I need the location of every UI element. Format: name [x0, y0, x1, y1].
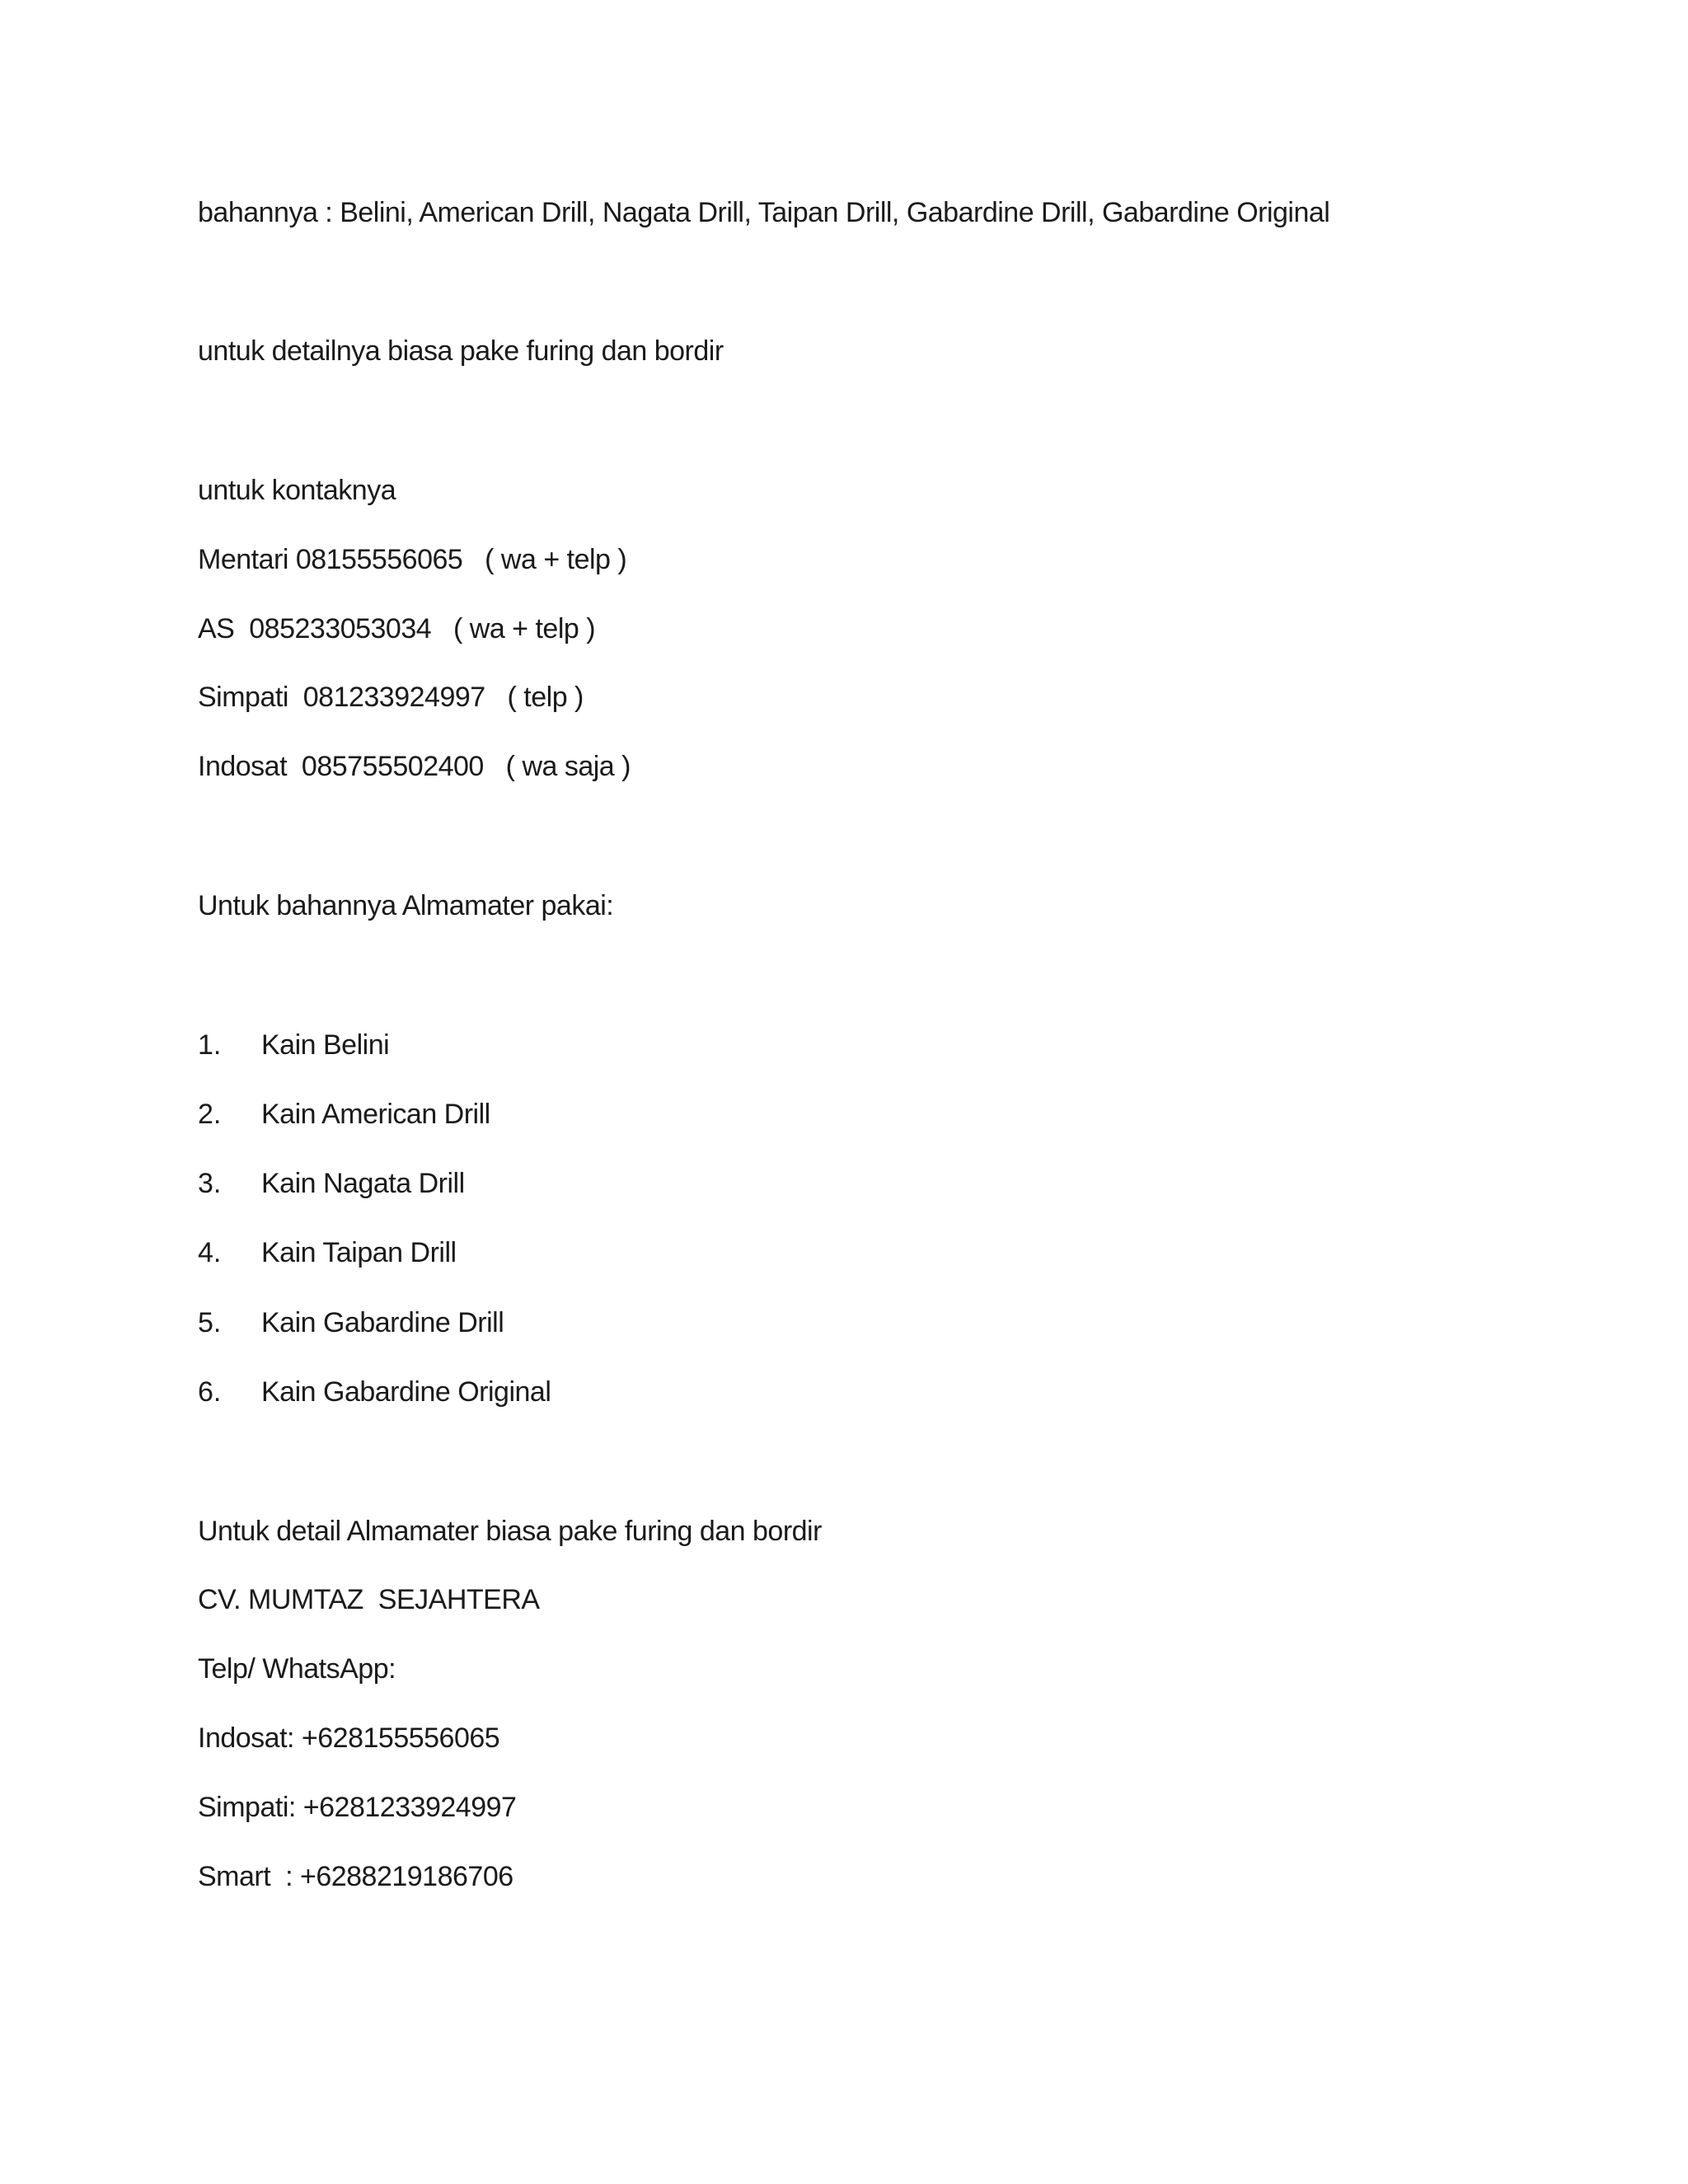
list-item-number: 6.: [198, 1376, 222, 1408]
list-item-number: 3.: [198, 1168, 222, 1199]
almamater-heading: Untuk bahannya Almamater pakai:: [198, 890, 614, 921]
list-item: Kain Gabardine Original: [261, 1376, 551, 1408]
list-item: Kain Nagata Drill: [261, 1168, 465, 1199]
almamater-detail: Untuk detail Almamater biasa pake furing dan bordir: [198, 1516, 822, 1547]
contact-line-mentari: Mentari 08155556065 ( wa + telp ): [198, 544, 627, 575]
phone-simpati: Simpati: +6281233924997: [198, 1792, 517, 1823]
contact-line-simpati: Simpati 081233924997 ( telp ): [198, 682, 584, 713]
materials-line: bahannya : Belini, American Drill, Nagata Drill, Taipan Drill, Gabardine Drill, Gabardine Original: [198, 197, 1330, 228]
list-item-number: 4.: [198, 1237, 222, 1268]
list-item: Kain American Drill: [261, 1099, 490, 1130]
list-item-number: 1.: [198, 1029, 222, 1061]
list-item-number: 2.: [198, 1099, 222, 1130]
detail-line: untuk detailnya biasa pake furing dan bordir: [198, 335, 724, 367]
company-name: CV. MUMTAZ SEJAHTERA: [198, 1584, 540, 1615]
phone-smart: Smart : +6288219186706: [198, 1861, 513, 1892]
list-item: Kain Taipan Drill: [261, 1237, 457, 1268]
phone-heading: Telp/ WhatsApp:: [198, 1653, 396, 1685]
phone-indosat: Indosat: +628155556065: [198, 1722, 500, 1754]
list-item-number: 5.: [198, 1307, 222, 1338]
contact-line-indosat: Indosat 085755502400 ( wa saja ): [198, 751, 631, 782]
contact-line-as: AS 085233053034 ( wa + telp ): [198, 613, 596, 644]
list-item: Kain Belini: [261, 1029, 390, 1061]
contact-heading: untuk kontaknya: [198, 475, 396, 506]
list-item: Kain Gabardine Drill: [261, 1307, 504, 1338]
